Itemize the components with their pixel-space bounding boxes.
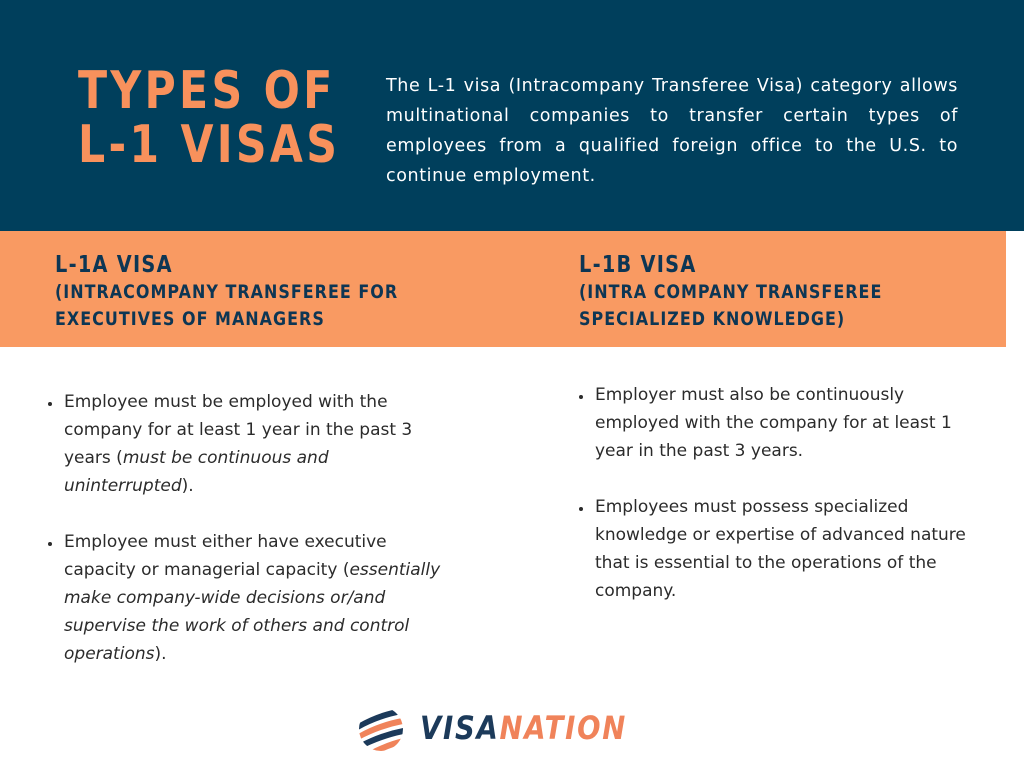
l1a-subtitle-line-1: (INTRACOMPANY TRANSFEREE FOR [55,281,399,303]
page-title [78,61,341,175]
list-item [593,381,993,465]
bullet-text: Employees must possess specialized knowledge or expertise of advanced nature that is essential to the operations of the company. [595,497,966,601]
l1b-subtitle-line-2: SPECIALIZED KNOWLEDGE) [579,308,846,330]
list-item [593,493,993,605]
bullet-note: essentially make company-wide decisions or/and supervise the work of others and control operations [64,560,441,664]
title-line-1: TYPES OF [78,61,336,121]
header-notch [1006,231,1024,248]
intro-paragraph: The L-1 visa (Intracompany Transferee Visa) category allows multinational companies to transfer certain types of employees from a qualified foreign office to the U.S. to continue employment. [386,76,958,186]
title-line-2: L-1 VISAS [78,115,341,175]
bullet-tail: ). [181,476,194,496]
logo-word-nation: NATION [499,709,627,747]
list-item [62,388,442,500]
logo-wordmark [420,708,627,748]
l1b-subtitle-line-1: (INTRA COMPANY TRANSFEREE [579,281,883,303]
globe-swoosh-icon [357,705,405,753]
visanation-logo [357,704,627,754]
list-item [62,528,442,668]
l1a-title: L-1A VISA [55,252,173,278]
l1a-heading [55,251,398,333]
l1a-requirements-list [42,388,442,696]
bullet-text: Employer must also be continuously employed with the company for at least 1 year in the past 3 years. [595,385,952,461]
bullet-text: Employee must be employed with the company for at least 1 year in the past 3 years ( [64,392,413,468]
l1b-requirements-list [573,381,993,633]
bullet-tail: ). [154,644,167,664]
logo-word-visa: VISA [420,709,500,747]
l1a-subtitle-line-2: EXECUTIVES OF MANAGERS [55,308,325,330]
l1b-title: L-1B VISA [579,252,697,278]
l1b-heading [579,251,882,333]
bullet-text: Employee must either have executive capacity or managerial capacity ( [64,532,387,580]
bullet-note: must be continuous and uninterrupted [64,448,329,496]
